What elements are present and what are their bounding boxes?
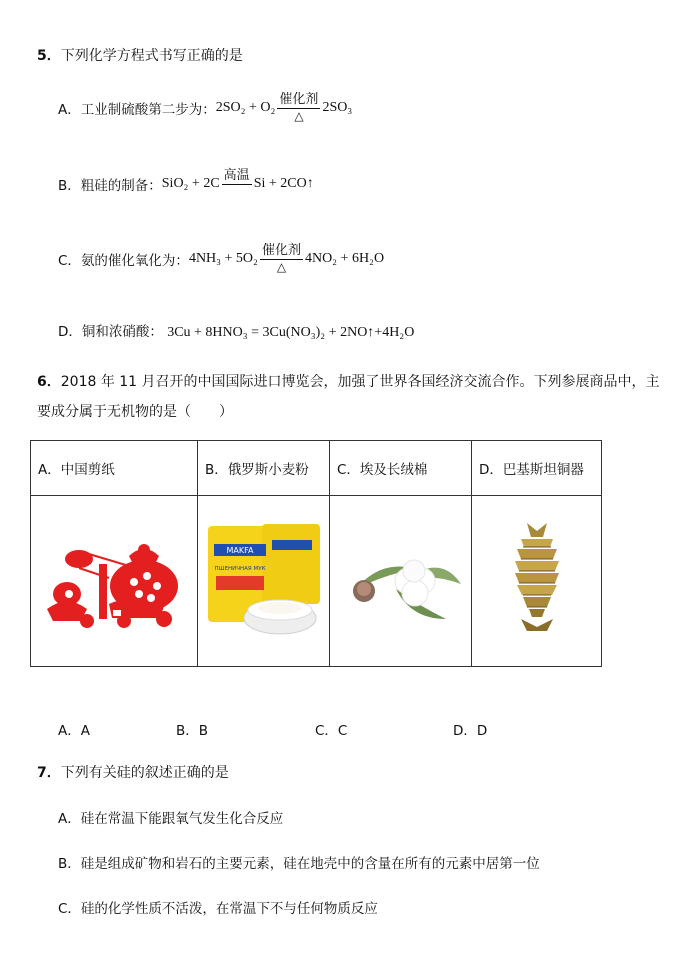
q6-answer-d[interactable]: D．D [453, 723, 488, 739]
table-header-c: C．埃及长绒棉 [330, 441, 472, 496]
table-header-a: A．中国剪纸 [31, 441, 198, 496]
condition-high-temp: 高温 [223, 168, 250, 183]
option-text: 粗硅的制备： [80, 177, 162, 194]
q6-answer-a[interactable]: A．A [58, 723, 90, 739]
option-label: B． [58, 177, 81, 194]
condition-heat: △ [294, 109, 304, 123]
copper-fish-illustration [507, 519, 567, 639]
condition-catalyst: 催化剂 [261, 243, 301, 258]
q5-option-a[interactable] [58, 92, 352, 123]
option-text: 铜和浓硝酸： [81, 324, 163, 340]
question-5-stem [37, 45, 243, 65]
option-label: D． [58, 324, 82, 340]
option-text: 硅是组成矿物和岩石的主要元素，硅在地壳中的含量在所有的元素中居第一位 [80, 856, 540, 872]
equation: 3Cu + 8HNO₃ = 3Cu(NO₃)₂ + 2NO↑+4H₂O [167, 325, 415, 340]
condition-heat: △ [276, 260, 287, 274]
table-header-d: D．巴基斯坦铜器 [472, 441, 602, 496]
equation-products: Si + 2CO↑ [253, 175, 314, 191]
question-text: 要成分属于无机物的是（ ） [37, 404, 233, 420]
q6-answer-c[interactable]: C．C [315, 723, 348, 739]
equation-products: 2SO₃ [322, 99, 353, 115]
equation-reactants: 2SO₂ + O₂ [215, 99, 276, 115]
question-text: 2018 年 11 月召开的中国国际进口博览会，加强了世界各国经济交流合作。下列参展商品中，主 [60, 374, 660, 390]
option-label: C． [58, 252, 81, 269]
flour-brand: MAKFA [226, 546, 253, 555]
option-text: 氨的催化氧化为： [80, 252, 189, 269]
paper-cut-illustration [39, 524, 189, 634]
equation-reactants: 4NH₃ + 5O₂ [188, 250, 258, 266]
equation-reactants: SiO₂ + 2C [161, 175, 220, 191]
condition-catalyst: 催化剂 [279, 92, 319, 107]
question-number: 6． [37, 374, 61, 390]
question-7-stem [37, 762, 229, 782]
option-text: 硅的化学性质不活泼，在常温下不与任何物质反应 [80, 901, 378, 917]
reaction-condition [260, 243, 303, 274]
q5-option-d[interactable] [58, 320, 414, 341]
option-text: 工业制硫酸第二步为： [80, 101, 216, 118]
option-label: A． [58, 811, 81, 827]
reaction-condition [222, 168, 252, 199]
cotton-illustration [336, 529, 466, 629]
reaction-condition [277, 92, 320, 123]
option-label: C． [58, 901, 81, 917]
q6-answer-b[interactable]: B．B [176, 723, 209, 739]
q7-option-b[interactable] [58, 852, 540, 872]
question-6-stem [37, 371, 660, 391]
question-6-stem-cont [37, 401, 233, 421]
q5-option-b[interactable] [58, 168, 314, 199]
equation-products: 4NO₂ + 6H₂O [304, 250, 385, 266]
flour-text: ПШЕНИЧНАЯ МУК [214, 566, 265, 572]
option-text: 硅在常温下能跟氧气发生化合反应 [80, 811, 284, 827]
flour-image [198, 496, 330, 667]
q7-option-c[interactable] [58, 897, 378, 917]
q5-option-c[interactable] [58, 243, 384, 274]
paper-cut-image [31, 496, 198, 667]
q7-option-a[interactable] [58, 807, 283, 827]
option-label: B． [58, 856, 81, 872]
cotton-image [330, 496, 472, 667]
flour-illustration [202, 520, 326, 638]
copper-ware-image [472, 496, 602, 667]
option-label: A． [58, 101, 81, 118]
question-number: 5． [37, 48, 61, 64]
question-text: 下列化学方程式书写正确的是 [60, 48, 243, 64]
question-number: 7． [37, 765, 61, 781]
goods-table [30, 440, 602, 667]
table-header-b: B．俄罗斯小麦粉 [198, 441, 330, 496]
question-text: 下列有关硅的叙述正确的是 [60, 765, 229, 781]
